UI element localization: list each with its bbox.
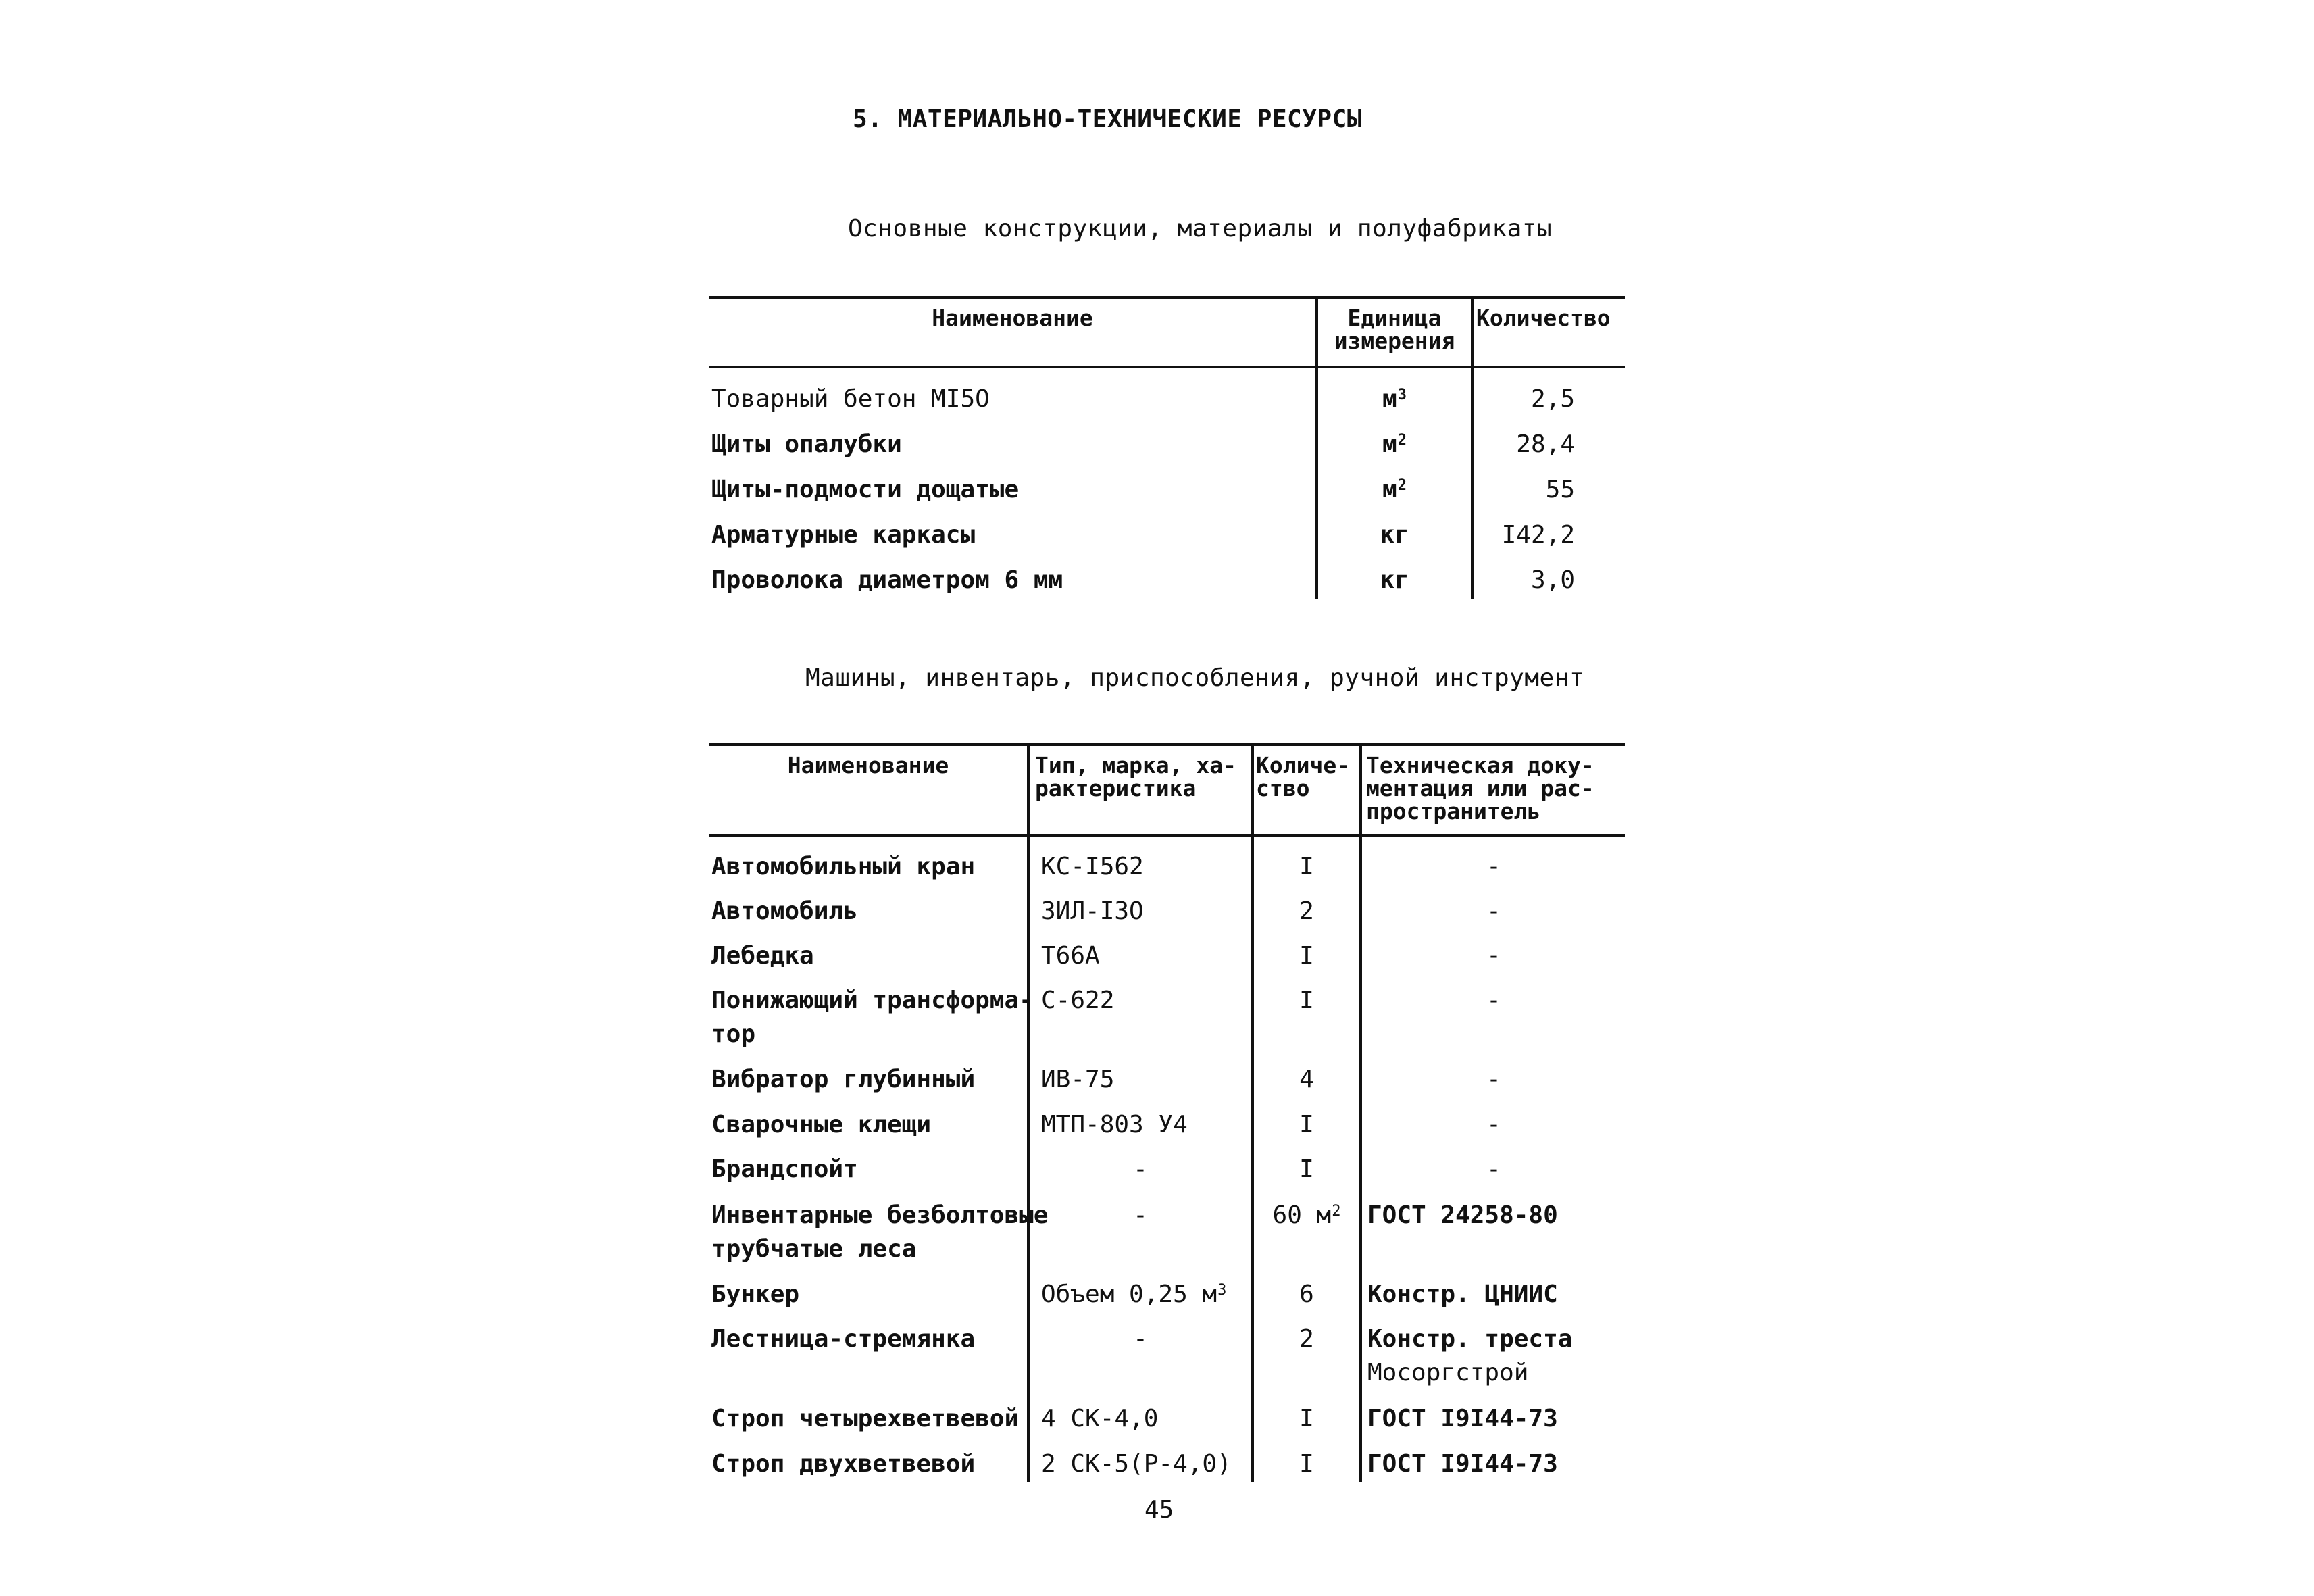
machine-type: Т66А xyxy=(1041,942,1100,970)
header-name: Наименование xyxy=(787,752,949,778)
machine-doc: - xyxy=(1486,1155,1501,1183)
machine-name: Лебедка xyxy=(711,942,814,970)
material-qty: 2,5 xyxy=(1530,385,1575,413)
header-qty: ство xyxy=(1256,775,1310,801)
machine-name: тор xyxy=(711,1020,756,1048)
machine-type: МТП-803 У4 xyxy=(1041,1111,1188,1139)
material-name: Арматурные каркасы xyxy=(711,521,976,549)
machine-qty: 6 xyxy=(1299,1280,1314,1308)
header-doc: пространитель xyxy=(1366,798,1541,824)
machine-doc: Мосоргстрой xyxy=(1367,1359,1529,1387)
machine-qty: I xyxy=(1299,853,1314,880)
machine-qty: I xyxy=(1299,942,1314,970)
machine-name: Строп четырехветвевой xyxy=(711,1405,1020,1432)
superscript: 3 xyxy=(1217,1282,1227,1299)
material-qty: 28,4 xyxy=(1516,430,1575,458)
machine-doc: ГОСТ I9I44-73 xyxy=(1367,1450,1558,1478)
machine-type: 4 СК-4,0 xyxy=(1041,1405,1159,1432)
machine-qty: I xyxy=(1299,1111,1314,1139)
machine-doc: ГОСТ I9I44-73 xyxy=(1367,1405,1558,1432)
material-unit: кг xyxy=(1380,566,1409,594)
table-rule xyxy=(709,296,1625,299)
machine-name: Вибратор глубинный xyxy=(711,1066,976,1093)
machine-type: - xyxy=(1133,1155,1148,1183)
header-doc: ментация или рас- xyxy=(1366,775,1594,801)
machine-name: трубчатые леса xyxy=(711,1235,917,1263)
machine-qty: I xyxy=(1299,987,1314,1014)
material-unit: $м^2$ xyxy=(1382,430,1407,458)
material-unit: $м^2$ xyxy=(1382,476,1407,503)
page-number: 45 xyxy=(1145,1496,1174,1524)
machine-type: - xyxy=(1133,1201,1148,1229)
machine-name: Бункер xyxy=(711,1280,800,1308)
machine-name: Автомобиль xyxy=(711,897,858,925)
machine-type: Объем 0,25 $м^3$ xyxy=(1041,1280,1227,1308)
header-unit: Единица xyxy=(1347,305,1442,331)
machine-qty: I xyxy=(1299,1405,1314,1432)
section-title: 5. МАТЕРИАЛЬНО-ТЕХНИЧЕСКИЕ РЕСУРСЫ xyxy=(853,105,1362,133)
machine-name: Брандспойт xyxy=(711,1155,858,1183)
machine-type: 2 СК-5(Р-4,0) xyxy=(1041,1450,1232,1478)
table-rule xyxy=(709,743,1625,746)
machine-name: Понижающий трансформа- xyxy=(711,987,1034,1014)
machine-type: С-622 xyxy=(1041,987,1115,1014)
superscript: 2 xyxy=(1397,432,1407,449)
machines-table-title: Машины, инвентарь, приспособления, ручной инструмент xyxy=(805,664,1585,692)
machine-qty: I xyxy=(1299,1155,1314,1183)
header-unit: измерения xyxy=(1334,328,1455,354)
material-unit: $м^3$ xyxy=(1382,385,1407,413)
machine-type: КС-I562 xyxy=(1041,853,1144,880)
header-qty: Количе- xyxy=(1256,752,1351,778)
machine-doc: - xyxy=(1486,987,1501,1014)
header-doc: Техническая доку- xyxy=(1366,752,1594,778)
superscript: 2 xyxy=(1397,477,1407,494)
materials-table-title: Основные конструкции, материалы и полуфабрикаты xyxy=(848,215,1553,243)
material-qty: I42,2 xyxy=(1501,521,1575,549)
machine-doc: Констр. треста xyxy=(1367,1325,1573,1353)
machine-qty: I xyxy=(1299,1450,1314,1478)
table-rule xyxy=(709,834,1625,837)
material-qty: 55 xyxy=(1545,476,1575,503)
machine-doc: - xyxy=(1486,1066,1501,1093)
material-unit: кг xyxy=(1380,521,1409,549)
machine-name: Сварочные клещи xyxy=(711,1111,932,1139)
material-name: Проволока диаметром 6 мм xyxy=(711,566,1063,594)
machine-name: Строп двухветвевой xyxy=(711,1450,976,1478)
machine-type: ЗИЛ-I3О xyxy=(1041,897,1144,925)
header-name: Наименование xyxy=(932,305,1093,331)
machine-doc: - xyxy=(1486,853,1501,880)
machine-qty: 4 xyxy=(1299,1066,1314,1093)
machine-name: Лестница-стремянка xyxy=(711,1325,976,1353)
machine-qty: 2 xyxy=(1299,897,1314,925)
table-rule xyxy=(709,366,1625,368)
machine-type: ИВ-75 xyxy=(1041,1066,1115,1093)
header-type: рактеристика xyxy=(1035,775,1197,801)
machine-qty: 60 $м^2$ xyxy=(1272,1201,1341,1229)
machine-doc: - xyxy=(1486,897,1501,925)
machine-type: - xyxy=(1133,1325,1148,1353)
material-qty: 3,0 xyxy=(1530,566,1575,594)
machine-qty: 2 xyxy=(1299,1325,1314,1353)
material-name: Щиты опалубки xyxy=(711,430,902,458)
machine-doc: Констр. ЦНИИС xyxy=(1367,1280,1558,1308)
header-type: Тип, марка, ха- xyxy=(1035,752,1237,778)
material-name: Щиты-подмости дощатые xyxy=(711,476,1020,503)
machine-doc: - xyxy=(1486,942,1501,970)
material-name: Товарный бетон МI5О xyxy=(711,385,990,413)
machine-name: Инвентарные безболтовые xyxy=(711,1201,1049,1229)
column-divider xyxy=(1027,743,1030,1482)
machine-doc: - xyxy=(1486,1111,1501,1139)
superscript: 2 xyxy=(1332,1203,1341,1220)
header-qty: Количество xyxy=(1476,305,1611,331)
machine-name: Автомобильный кран xyxy=(711,853,976,880)
superscript: 3 xyxy=(1397,386,1407,403)
machine-doc: ГОСТ 24258-80 xyxy=(1367,1201,1558,1229)
